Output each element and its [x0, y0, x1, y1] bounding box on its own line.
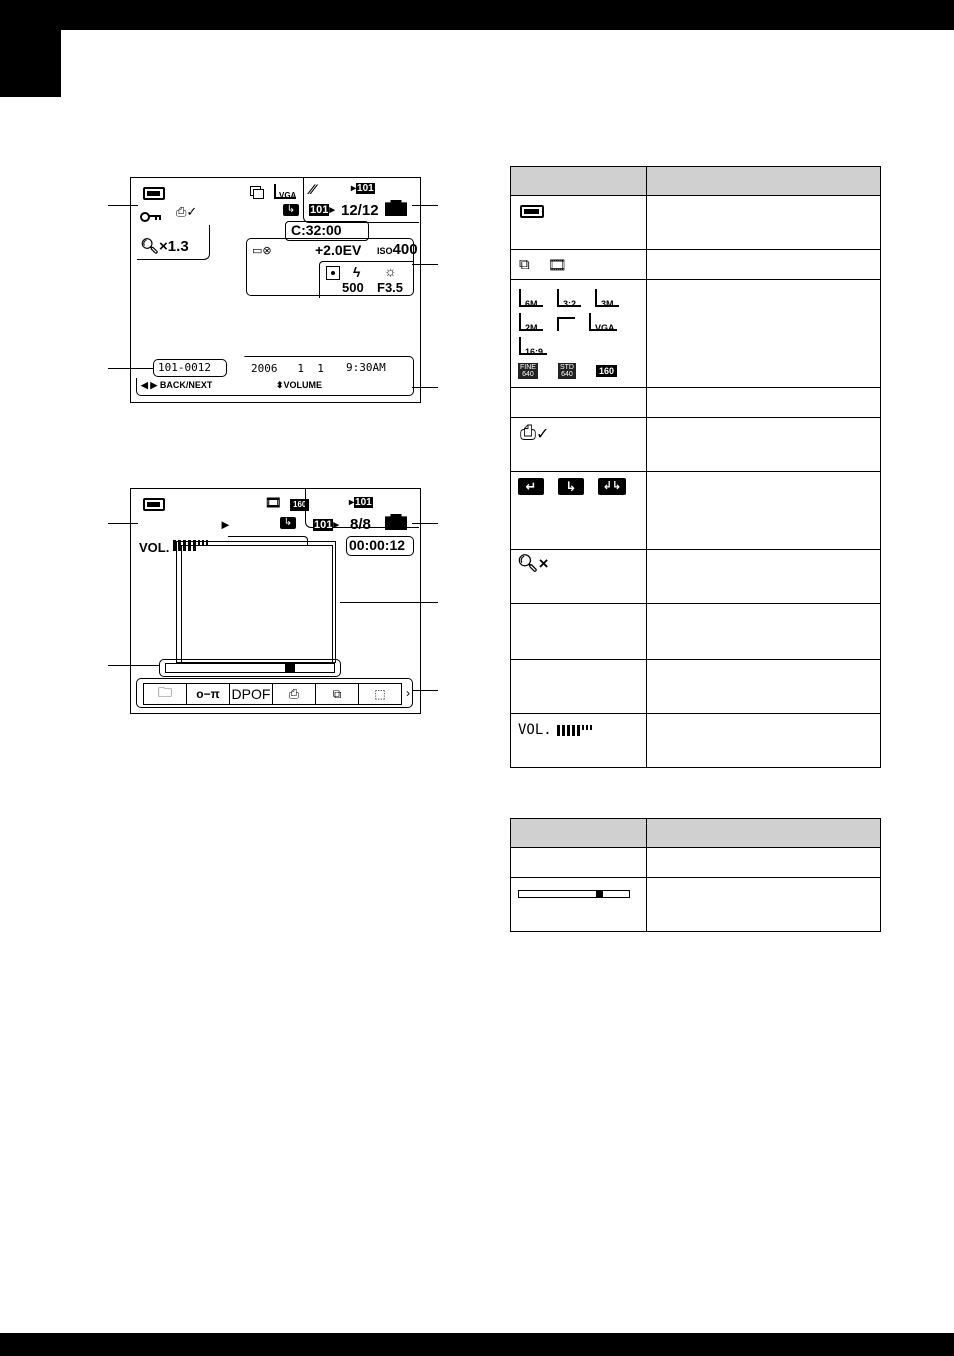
battery-icon: [143, 187, 165, 200]
shutter-speed: 500: [342, 280, 364, 295]
table-header: [511, 167, 881, 196]
table-row-blank-2: [511, 604, 881, 660]
slideshow-menu-icon[interactable]: ⧉: [316, 683, 359, 705]
file-number: 101-0012: [158, 361, 211, 374]
zoom-indicator: [140, 237, 189, 255]
volume-hint: ⬍VOLUME: [276, 380, 323, 390]
playback-position-marker: [596, 891, 603, 897]
table-header: [511, 819, 881, 848]
playback-folder-number: 101▸: [310, 204, 335, 216]
callout-line-3: [412, 264, 438, 265]
folder-menu-icon[interactable]: 🗀︎: [143, 683, 187, 705]
table-row-folder-change: [511, 472, 881, 550]
table-row-volume: [511, 714, 881, 768]
volume-label: VOL.: [139, 540, 170, 555]
zoom-value: ×1.3: [159, 238, 189, 255]
change-folder-icon: ↲↳: [598, 478, 626, 495]
callout-line-8: [340, 602, 438, 603]
movie-std-icon: STD 640: [559, 364, 574, 378]
print-order-icon: ⎙✓: [176, 204, 198, 219]
print-order-icon: ⎙✓: [520, 422, 550, 444]
burst-icon: ⧉: [519, 256, 530, 273]
playback-menu-items: [143, 683, 414, 703]
folder-playback-icon: ↳: [558, 478, 584, 495]
callout-line-2: [412, 205, 438, 206]
playback-folder-icon: ↳: [280, 517, 296, 529]
callout-line-6: [108, 523, 138, 524]
movie-icon: 🎞︎: [265, 495, 282, 510]
playback-position-marker: [285, 664, 295, 672]
callout-line-5: [412, 387, 438, 388]
image-count: 8/8: [350, 516, 371, 533]
recording-folder: 101: [357, 183, 374, 194]
burst-icon: [250, 186, 264, 198]
playback-folder-icon: ↳: [283, 204, 299, 216]
volume-label: VOL.: [518, 722, 552, 738]
size-3m-icon: 3M: [595, 289, 619, 307]
print-menu-icon[interactable]: ⎙: [273, 683, 316, 705]
playback-bar: [165, 663, 335, 673]
size-3-2-icon: 3:2: [557, 289, 581, 307]
indicator-table: [510, 166, 881, 768]
dpof-menu-item[interactable]: DPOF: [230, 683, 273, 705]
callout-line-1: [108, 205, 138, 206]
iso-indicator: ISO400: [377, 241, 418, 258]
table-row-zoom: [511, 550, 881, 604]
table-row-blank-3: [511, 660, 881, 714]
nav-hint: ◀ ▶ BACK/NEXT: [141, 380, 213, 390]
zoom-icon: 🔍︎×: [517, 554, 549, 573]
table-row-playback-bar: [511, 878, 881, 932]
table-row-battery: [511, 196, 881, 250]
magnifier-icon: 🔍︎: [140, 238, 160, 255]
table-row-print-order: [511, 418, 881, 472]
size-2m-icon: 2M: [519, 313, 543, 331]
white-balance-icon: ☼: [384, 263, 397, 279]
top-black-bar: [0, 0, 954, 30]
enter-folder-icon: ↵: [518, 478, 544, 495]
recording-folder-icon: ▸101: [351, 183, 374, 194]
memory-stick-icon: [385, 514, 407, 530]
exposure-value: +2.0EV: [315, 242, 362, 258]
callout-line-10: [412, 690, 438, 691]
playback-folder-number: 101▸: [314, 519, 339, 531]
callout-line-4: [108, 368, 154, 369]
section-tab: [0, 30, 61, 97]
movie-playback-screen: [130, 488, 421, 714]
bottom-black-bar: [0, 1333, 954, 1356]
size-6m-icon: 6M: [519, 289, 543, 307]
playback-bar: [518, 890, 630, 898]
still-playback-screen: [130, 177, 421, 403]
resize-menu-icon[interactable]: ⬚: [359, 683, 402, 705]
movie-160-icon: 160: [596, 365, 617, 377]
table-row-blank: [511, 388, 881, 418]
recording-folder-icon: ▸101: [349, 497, 372, 508]
time: 9:30AM: [346, 361, 386, 374]
size-vga-icon: VGA: [589, 313, 617, 331]
date: 2006 1 1: [251, 362, 324, 375]
aperture-value: F3.5: [377, 280, 404, 295]
remaining-time: C:32:00: [291, 222, 342, 238]
movie-icon: 🎞︎: [547, 257, 567, 274]
metering-icon: [326, 266, 340, 280]
protect-key-icon: [140, 211, 162, 221]
image-size-label: VGA: [279, 191, 297, 200]
playback-table: [510, 818, 881, 932]
recording-mode-icon: ⁄⁄: [310, 181, 315, 197]
image-frame-inner: [181, 545, 333, 663]
battery-icon: [143, 498, 165, 511]
playback-counter: 00:00:12: [349, 537, 406, 553]
image-size-icon: [274, 184, 296, 199]
table-row-blank: [511, 848, 881, 878]
flash-icon: ϟ: [353, 264, 361, 280]
play-icon: ►: [219, 517, 232, 532]
movie-fine-icon: FINE 640: [520, 364, 536, 378]
table-row-image-size: [511, 280, 881, 388]
protect-menu-icon[interactable]: o−π: [187, 683, 230, 705]
callout-line-7: [412, 523, 438, 524]
table-row-mode: [511, 250, 881, 280]
more-menu-arrow-icon[interactable]: ›: [406, 686, 410, 700]
size-1m-icon: [557, 317, 575, 331]
movie-size-tag: 160: [290, 499, 309, 511]
callout-line-9: [108, 665, 160, 666]
size-16-9-icon: 16:9: [519, 337, 547, 355]
image-count: 12/12: [341, 202, 379, 219]
battery-icon: [520, 205, 544, 218]
volume-bars: [557, 723, 592, 736]
wb-lock-icon: ▭⊗: [252, 245, 272, 257]
